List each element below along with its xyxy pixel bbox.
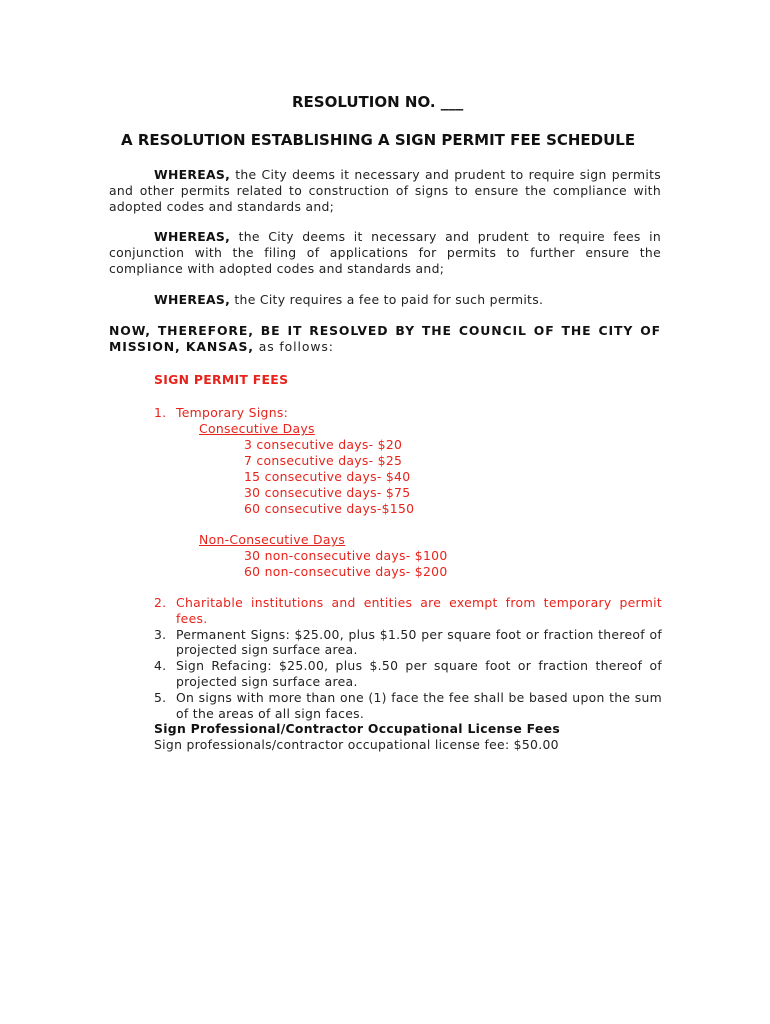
resolution-heading: A RESOLUTION ESTABLISHING A SIGN PERMIT FEE SCHEDULE <box>121 131 636 149</box>
resolution-title: RESOLUTION NO. ___ <box>292 93 464 111</box>
item-1-number: 1. <box>154 405 167 420</box>
consecutive-item: 30 consecutive days- $75 <box>244 485 411 500</box>
resolved-clause: NOW, THEREFORE, BE IT RESOLVED BY THE COUNCIL OF THE CITY OF MISSION, KANSAS, <box>109 323 661 354</box>
section-title: SIGN PERMIT FEES <box>154 372 289 387</box>
whereas-keyword: WHEREAS, <box>154 292 231 307</box>
non-consecutive-item: 30 non-consecutive days- $100 <box>244 548 448 563</box>
whereas-paragraph-2 <box>109 229 661 276</box>
non-consecutive-days-heading: Non-Consecutive Days <box>199 532 346 547</box>
resolved-rest: as follows: <box>258 338 334 354</box>
list-item-number: 4. <box>154 658 167 674</box>
list-item-text: On signs with more than one (1) face the fee shall be based upon the sum of the areas of all sign faces. <box>176 689 662 721</box>
whereas-text-3: the City requires a fee to paid for such permits. <box>234 292 544 307</box>
list-item-number: 5. <box>154 689 167 705</box>
whereas-text-2: the City deems it necessary and prudent to require fees in conjunction with the filing of applications for permits to further ensure the compliance with adopted codes and standards and; <box>109 229 661 276</box>
license-text: Sign professionals/contractor occupational license fee: $50.00 <box>154 737 559 752</box>
consecutive-item: 7 consecutive days- $25 <box>244 453 403 468</box>
license-heading: Sign Professional/Contractor Occupational License Fees <box>154 721 561 736</box>
list-item-text: Sign Refacing: $25.00, plus $.50 per square foot or fraction thereof of projected sign surface area. <box>176 658 662 689</box>
non-consecutive-item: 60 non-consecutive days- $200 <box>244 564 448 579</box>
list-item-number: 2. <box>154 595 167 610</box>
item-1-label: Temporary Signs: <box>176 405 289 420</box>
list-item-text: Permanent Signs: $25.00, plus $1.50 per square foot or fraction thereof of projected sign surface area. <box>176 626 662 658</box>
whereas-paragraph-1 <box>109 167 661 214</box>
list-item-text: Charitable institutions and entities are exempt from temporary permit fees. <box>176 595 662 626</box>
whereas-keyword: WHEREAS, <box>154 229 231 244</box>
list-item <box>154 627 662 659</box>
resolved-paragraph <box>109 323 661 355</box>
list-item-number: 3. <box>154 626 167 642</box>
consecutive-item: 60 consecutive days-$150 <box>244 501 415 516</box>
consecutive-item: 15 consecutive days- $40 <box>244 469 411 484</box>
whereas-text-1: the City deems it necessary and prudent to require sign permits and other permits related to construction of signs to ensure the compliance with adopted codes and standards and; <box>109 167 661 214</box>
whereas-keyword: WHEREAS, <box>154 167 231 182</box>
consecutive-item: 3 consecutive days- $20 <box>244 437 403 452</box>
list-item <box>154 595 662 627</box>
consecutive-days-heading: Consecutive Days <box>199 421 315 436</box>
whereas-paragraph-3 <box>109 292 661 308</box>
list-item <box>154 658 662 690</box>
list-item <box>154 690 662 722</box>
fee-list <box>154 595 662 721</box>
